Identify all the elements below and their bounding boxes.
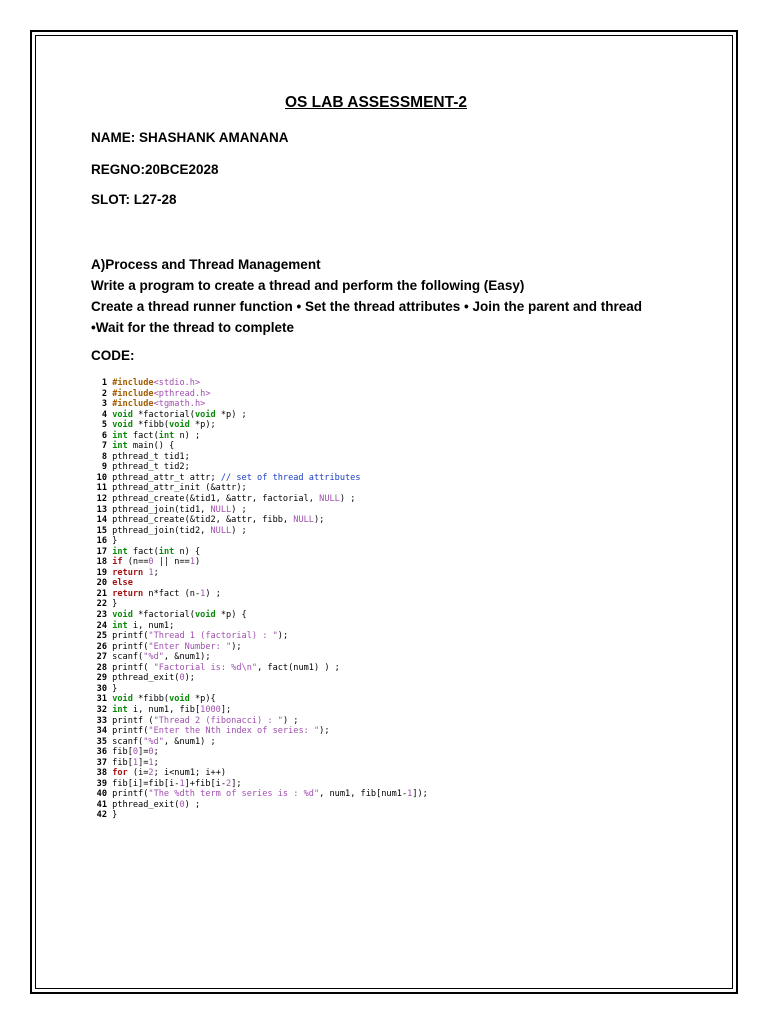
line-number: 8 [101,451,107,462]
document-title: OS LAB ASSESSMENT-2 [284,94,467,111]
line-number: 20 [96,578,107,589]
line-number: 37 [96,757,107,768]
code-line: 20 else [92,578,428,589]
code-line: 23 void *factorial(void *p) { [92,610,428,621]
code-line: 7 int main() { [92,441,428,452]
question-heading: A)Process and Thread Management [91,257,321,272]
code-line: 37 fib[1]=1; [92,758,428,769]
code-line: 29 pthread_exit(0); [92,673,428,684]
code-line: 16 } [92,536,428,547]
line-number: 3 [101,399,107,410]
code-line: 14 pthread_create(&tid2, &attr, fibb, NULL); [92,515,428,526]
line-number: 11 [96,483,107,494]
line-number: 13 [96,504,107,515]
line-number: 24 [96,620,107,631]
line-number: 26 [96,641,107,652]
code-line: 35 scanf("%d", &num1) ; [92,737,428,748]
question-line-2: Create a thread runner function • Set the thread attributes • Join the parent and thread [91,299,643,314]
code-line: 22 } [92,599,428,610]
line-number: 7 [101,441,107,452]
code-line: 33 printf ("Thread 2 (fibonacci) : ") ; [92,716,428,727]
line-number: 39 [96,778,107,789]
document-content [91,92,691,821]
line-number: 9 [101,462,107,473]
code-line: 38 for (i=2; i<num1; i++) [92,768,428,779]
code-line: 28 printf( "Factorial is: %d\n", fact(num1) ) ; [92,663,428,674]
line-number: 19 [96,567,107,578]
code-line: 30 } [92,684,428,695]
question-line-3: •Wait for the thread to complete [91,320,294,335]
code-line: 11 pthread_attr_init (&attr); [92,483,428,494]
code-line: 8 pthread_t tid1; [92,452,428,463]
code-line: 10 pthread_attr_t attr; // set of thread attributes [92,473,428,484]
code-line: 2 #include<pthread.h> [92,389,428,400]
line-number: 41 [96,799,107,810]
line-number: 14 [96,515,107,526]
line-number: 10 [96,472,107,483]
line-number: 15 [96,525,107,536]
code-line: 5 void *fibb(void *p); [92,420,428,431]
code-line: 26 printf("Enter Number: "); [92,642,428,653]
student-name: NAME: SHASHANK AMANANA [91,130,289,145]
line-number: 40 [96,789,107,800]
code-line: 1 #include<stdio.h> [92,378,428,389]
code-line: 34 printf("Enter the Nth index of series: "); [92,726,428,737]
line-number: 27 [96,652,107,663]
code-line: 17 int fact(int n) { [92,547,428,558]
line-number: 6 [101,430,107,441]
code-line: 21 return n*fact (n-1) ; [92,589,428,600]
line-number: 34 [96,726,107,737]
line-number: 2 [101,388,107,399]
code-line: 42 } [92,810,428,821]
line-number: 30 [96,683,107,694]
line-number: 31 [96,694,107,705]
line-number: 18 [96,557,107,568]
line-number: 12 [96,494,107,505]
code-line: 4 void *factorial(void *p) ; [92,410,428,421]
code-line: 39 fib[i]=fib[i-1]+fib[i-2]; [92,779,428,790]
code-line: 32 int i, num1, fib[1000]; [92,705,428,716]
student-regno: REGNO:20BCE2028 [91,162,219,177]
code-line: 15 pthread_join(tid2, NULL) ; [92,526,428,537]
line-number: 33 [96,715,107,726]
line-number: 32 [96,704,107,715]
line-number: 17 [96,546,107,557]
lab-slot: SLOT: L27-28 [91,192,177,207]
line-number: 35 [96,736,107,747]
code-line: 6 int fact(int n) ; [92,431,428,442]
line-number: 21 [96,588,107,599]
code-line: 19 return 1; [92,568,428,579]
line-number: 29 [96,673,107,684]
line-number: 5 [101,420,107,431]
code-line: 3 #include<tgmath.h> [92,399,428,410]
question-line-1: Write a program to create a thread and perform the following (Easy) [91,278,525,293]
line-number: 38 [96,768,107,779]
line-number: 22 [96,599,107,610]
code-line: 18 if (n==0 || n==1) [92,557,428,568]
code-line: 27 scanf("%d", &num1); [92,652,428,663]
line-number: 36 [96,747,107,758]
code-line: 41 pthread_exit(0) ; [92,800,428,811]
line-number: 4 [101,409,107,420]
code-listing [92,378,428,821]
code-line: 36 fib[0]=0; [92,747,428,758]
code-line: 9 pthread_t tid2; [92,462,428,473]
code-line: 24 int i, num1; [92,621,428,632]
code-line: 31 void *fibb(void *p){ [92,694,428,705]
code-line: 40 printf("The %dth term of series is : %d", num1, fib[num1-1]); [92,789,428,800]
code-line: 25 printf("Thread 1 (factorial) : "); [92,631,428,642]
line-number: 28 [96,662,107,673]
code-label: CODE: [91,348,135,363]
line-number: 16 [96,536,107,547]
line-number: 23 [96,610,107,621]
code-line: 13 pthread_join(tid1, NULL) ; [92,505,428,516]
line-number: 25 [96,631,107,642]
line-number: 1 [101,378,107,388]
code-line: 12 pthread_create(&tid1, &attr, factorial, NULL) ; [92,494,428,505]
line-number: 42 [96,810,107,821]
question-block [91,254,642,338]
